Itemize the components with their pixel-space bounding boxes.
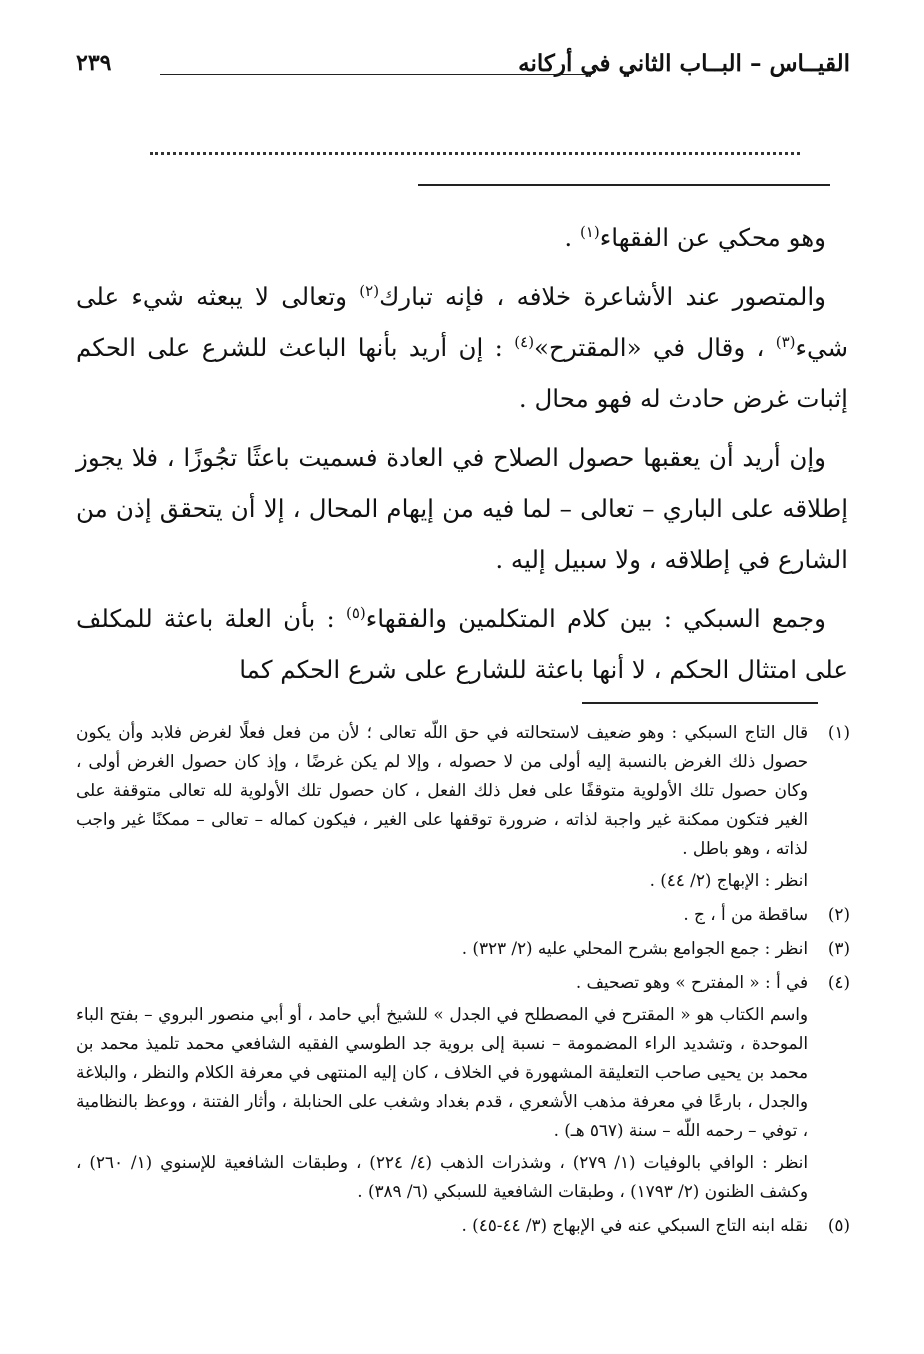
footnote-text: ساقطة من أ ، ج .	[683, 904, 808, 924]
paragraph-4-part-b: : بأن العلة باعثة للمكلف على امتثال الحكم ، لا أنها باعثة للشارع على شرع الحكم كما	[76, 604, 848, 684]
footnote-ref-4[interactable]: (٤)	[514, 332, 535, 351]
footnote-number: (٢)	[827, 904, 850, 924]
footnote-number: (٤)	[827, 972, 850, 992]
paragraph-2-part-d: : إن أريد بأنها الباعث للشرع على الحكم إثبات غرض حادث له فهو محال .	[76, 333, 848, 413]
footnote-separator	[582, 702, 818, 704]
footnote-ref-2[interactable]: (٢)	[359, 281, 380, 300]
header-rule	[160, 74, 592, 75]
paragraph-2-part-a: والمتصور عند الأشاعرة خلافه ، فإنه تبارك	[379, 282, 826, 311]
footnote-4	[76, 968, 850, 1206]
footnote-1	[76, 718, 850, 895]
footnote-ref-3[interactable]: (٣)	[775, 332, 796, 351]
paragraph-2-part-b: وتعالى لا يبعثه شيء على شيء	[76, 282, 848, 362]
running-header	[76, 50, 850, 94]
footnote-number: (١)	[827, 722, 850, 742]
page-number: ٢٣٩	[76, 50, 112, 76]
footnote-number: (٣)	[827, 938, 850, 958]
paragraph-1-text: وهو محكي عن الفقهاء	[599, 223, 826, 252]
paragraph-4	[76, 593, 848, 695]
footnote-5	[76, 1211, 850, 1240]
footnote-3	[76, 934, 850, 963]
footnote-text: نقله ابنه التاج السبكي عنه في الإبهاج (٣/ ٤٤-٤٥) .	[461, 1215, 808, 1235]
paragraph-1-end: .	[564, 223, 580, 252]
footnote-text: انظر : الوافي بالوفيات (١/ ٢٧٩) ، وشذرات الذهب (٤/ ٢٢٤) ، وطبقات الشافعية للإسنوي (١/ ٢٦٠) ، وكشف الظنون (٢/ ١٧٩٣) ، وطبقات الشافعية للسبكي (٦/ ٣٨٩) .	[76, 1152, 808, 1201]
paragraph-1	[76, 212, 848, 263]
footnote-text: انظر : الإبهاج (٢/ ٤٤) .	[649, 870, 808, 890]
paragraph-2-part-c: ، وقال في «المقترح»	[534, 333, 776, 362]
footnote-text: قال التاج السبكي : وهو ضعيف لاستحالته في حق اللّه تعالى ؛ لأن من فعل فعلًا لغرض فلابد وأن يكون حصول ذلك الغرض بالنسبة إليه أولى من لا حصوله ، وإلا لم يكن غرضًا ، وإذ كان حصول الغرض أولى ، وكان حصول تلك الأولوية متوقفًا على فعل ذلك الفعل ، كان حصول تلك الأولوية لله تعالى متوقفة على الغير فتكون ممكنة غير واجبة لذاته ، ضرورة توقفها على الغير ، فيكون كماله – تعالى – ممكنًا غير واجب لذاته ، وهو باطل .	[76, 722, 808, 858]
running-title: القيــاس – البــاب الثاني في أركانه	[518, 50, 850, 77]
footnote-text: واسم الكتاب هو « المقترح في المصطلح في الجدل » للشيخ أبي حامد ، أو أبي منصور البروي – بفتح الباء الموحدة ، وتشديد الراء المضمومة – نسبة إلى بروية جد الطوسي الفقيه الشافعي محمد تلميذ محمد بن محمد بن يحيى صاحب التعليقة المشهورة في الخلاف ، كان إليه المنتهى في معرفة الكلام والنظر ، والبلاغة والجدل ، بارعًا في معرفة مذهب الأشعري ، قدم بغداد وشغب على الحنابلة ، وأثار الفتنة ، ووعظ بالنظامية ، توفي – رحمه اللّه – سنة (٥٦٧ هـ) .	[76, 1004, 808, 1140]
footnote-ref-1[interactable]: (١)	[579, 222, 600, 241]
paragraph-4-part-a: وجمع السبكي : بين كلام المتكلمين والفقهاء	[365, 604, 826, 633]
section-rule	[418, 184, 830, 186]
main-text	[76, 212, 848, 703]
footnote-ref-5[interactable]: (٥)	[346, 603, 366, 622]
ellipsis-dotted-line	[150, 152, 800, 155]
footnotes	[76, 718, 850, 1245]
paragraph-2	[76, 271, 848, 424]
footnote-text: في أ : « المفترح » وهو تصحيف .	[575, 972, 808, 992]
footnote-number: (٥)	[827, 1215, 850, 1235]
footnote-2	[76, 900, 850, 929]
paragraph-3: وإن أريد أن يعقبها حصول الصلاح في العادة فسميت باعثًا تجُوزًا ، فلا يجوز إطلاقه على الباري – تعالى – لما فيه من إيهام المحال ، إلا أن يتحقق إذن من الشارع في إطلاقه ، ولا سبيل إليه .	[76, 443, 848, 574]
footnote-text: انظر : جمع الجوامع بشرح المحلي عليه (٢/ ٣٢٣) .	[461, 938, 808, 958]
